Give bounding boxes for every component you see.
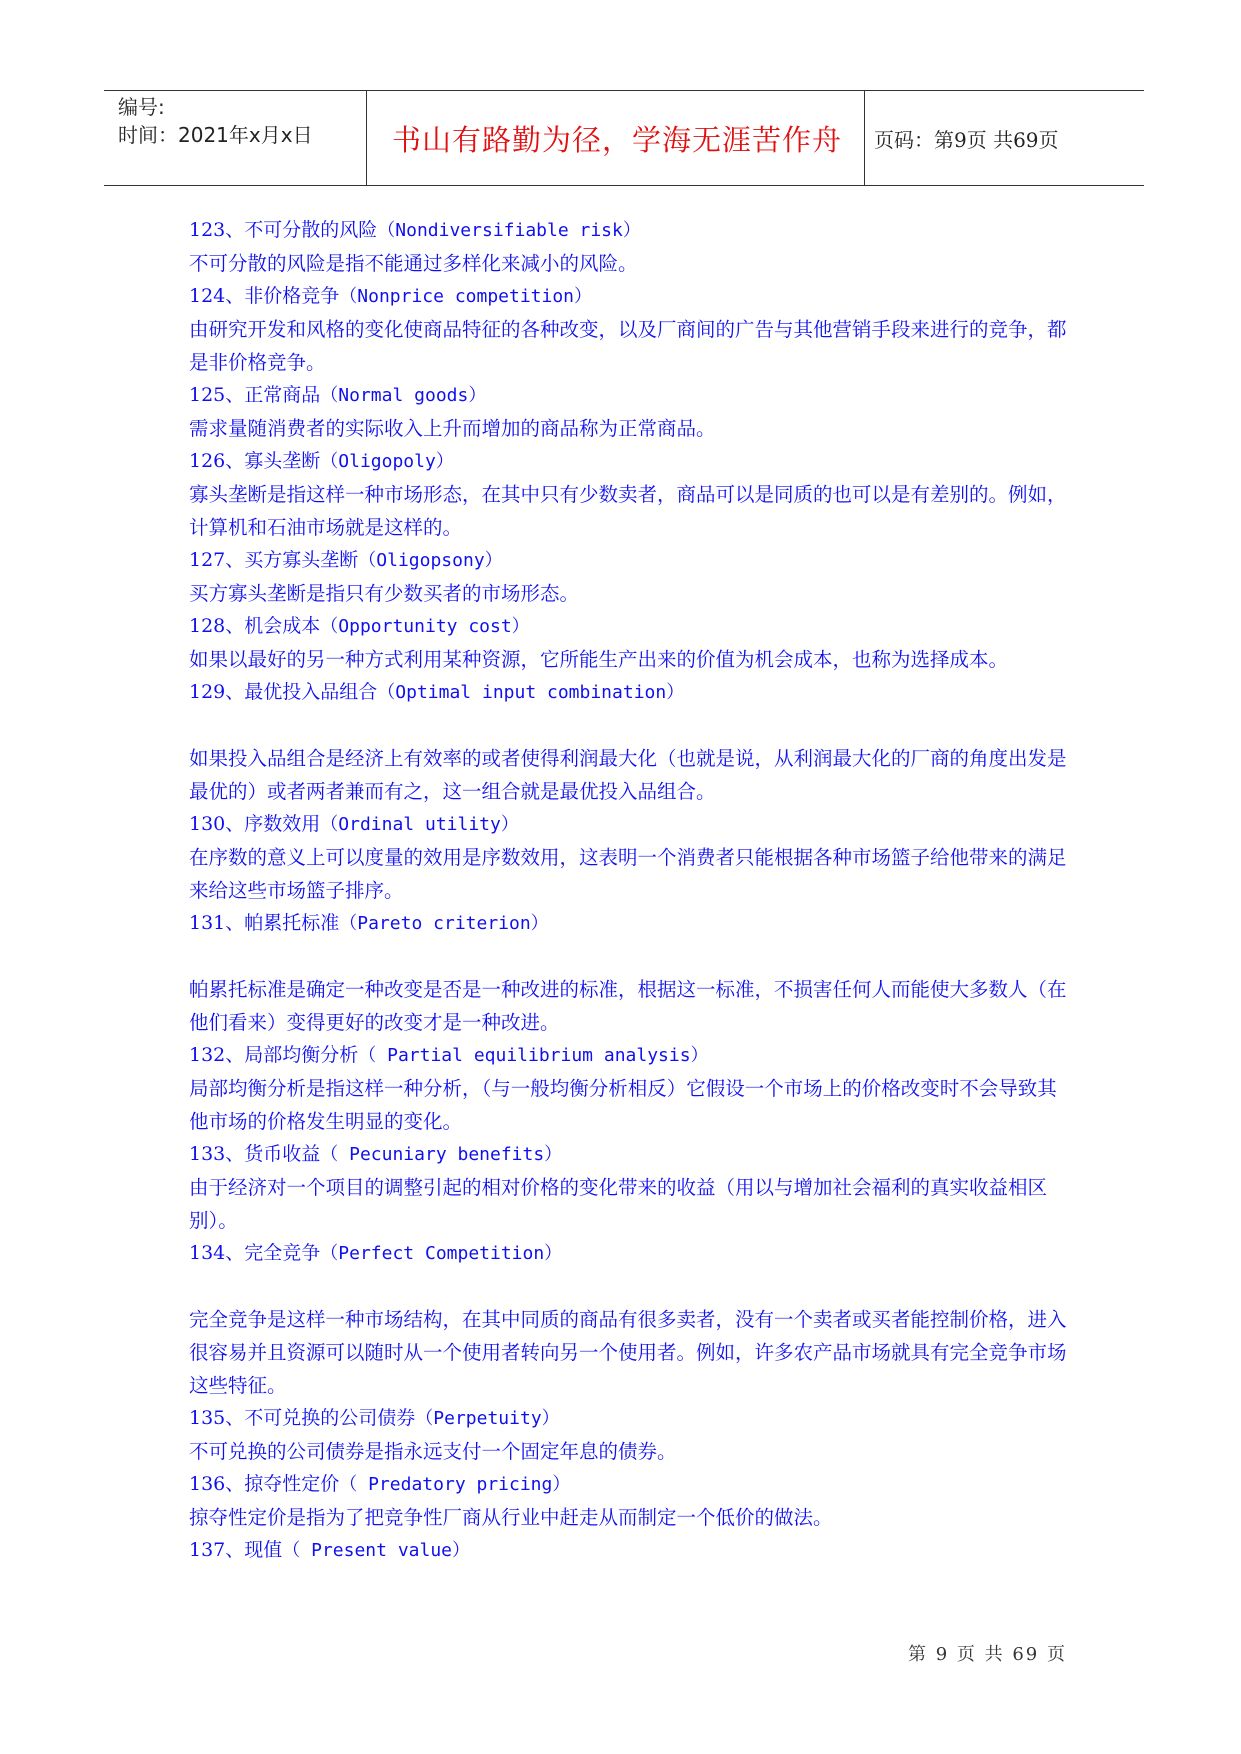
entry-term-zh: 非价格竞争 xyxy=(244,285,340,307)
blank-line xyxy=(189,709,1069,742)
entry-title xyxy=(189,280,1069,313)
entry-title xyxy=(189,676,1069,709)
entry-term-zh: 序数效用 xyxy=(244,813,321,835)
entry-term-en: （Ordinal utility） xyxy=(320,814,519,835)
entry-title xyxy=(189,1138,1069,1171)
entry-number: 136、 xyxy=(189,1473,245,1495)
entry-title xyxy=(189,445,1069,478)
entry-term-en: （Perfect Competition） xyxy=(320,1243,563,1264)
entry-number: 127、 xyxy=(189,549,245,571)
entry-term-en: （Nonprice competition） xyxy=(339,286,593,307)
entry-term-en: （Normal goods） xyxy=(320,385,487,406)
header-page-label: 页码：第9页 共69页 xyxy=(874,127,1059,152)
entry-number: 128、 xyxy=(189,615,245,637)
entry-number: 134、 xyxy=(189,1242,245,1264)
entry-term-zh: 现值 xyxy=(244,1539,283,1561)
entry-term-en: （Pareto criterion） xyxy=(339,913,549,934)
entry-term-en: （Nondiversifiable risk） xyxy=(377,220,641,241)
blank-line xyxy=(189,940,1069,973)
blank-line xyxy=(189,1270,1069,1303)
entry-title xyxy=(189,1534,1069,1567)
entry-number: 135、 xyxy=(189,1407,245,1429)
entry-title xyxy=(189,1402,1069,1435)
entry-term-en: （ Present value） xyxy=(282,1540,470,1561)
entry-number: 133、 xyxy=(189,1143,245,1165)
entry-definition: 如果投入品组合是经济上有效率的或者使得利润最大化（也就是说，从利润最大化的厂商的角度出发是最优的）或者两者兼而有之，这一组合就是最优投入品组合。 xyxy=(189,747,1067,803)
entry-definition: 由于经济对一个项目的调整引起的相对价格的变化带来的收益（用以与增加社会福利的真实收益相区别）。 xyxy=(189,1176,1048,1232)
entry-definition: 买方寡头垄断是指只有少数买者的市场形态。 xyxy=(189,582,580,605)
entry-number: 126、 xyxy=(189,450,245,472)
entry-definition: 不可分散的风险是指不能通过多样化来减小的风险。 xyxy=(189,252,638,275)
entry-term-zh: 不可分散的风险 xyxy=(244,219,378,241)
entry-definition: 不可兑换的公司债券是指永远支付一个固定年息的债券。 xyxy=(189,1440,677,1463)
entry-term-en: （Perpetuity） xyxy=(415,1408,560,1429)
entry-number: 137、 xyxy=(189,1539,245,1561)
entry-title xyxy=(189,1039,1069,1072)
entry-term-en: （Oligopoly） xyxy=(320,451,454,472)
entry-title xyxy=(189,1237,1069,1270)
page-footer: 第 9 页 共 69 页 xyxy=(908,1644,1067,1665)
entry-title xyxy=(189,907,1069,940)
entry-term-zh: 寡头垄断 xyxy=(244,450,321,472)
entry-term-zh: 掠夺性定价 xyxy=(244,1473,340,1495)
entry-term-zh: 买方寡头垄断 xyxy=(244,549,359,571)
entry-term-en: （ Pecuniary benefits） xyxy=(320,1144,563,1165)
entry-term-zh: 最优投入品组合 xyxy=(244,681,378,703)
header-motto: 书山有路勤为径，学海无涯苦作舟 xyxy=(391,122,842,157)
entry-term-zh: 货币收益 xyxy=(244,1143,321,1165)
entry-term-en: （ Predatory pricing） xyxy=(339,1474,571,1495)
entry-number: 125、 xyxy=(189,384,245,406)
entry-title xyxy=(189,214,1069,247)
header-divider-left xyxy=(366,91,367,185)
entry-title xyxy=(189,610,1069,643)
entry-term-zh: 帕累托标准 xyxy=(244,912,340,934)
entry-definition: 需求量随消费者的实际收入上升而增加的商品称为正常商品。 xyxy=(189,417,716,440)
entry-definition: 在序数的意义上可以度量的效用是序数效用，这表明一个消费者只能根据各种市场篮子给他带来的满足来给这些市场篮子排序。 xyxy=(189,846,1067,902)
serial-label: 编号: xyxy=(118,95,165,119)
entry-number: 130、 xyxy=(189,813,245,835)
entry-term-zh: 局部均衡分析 xyxy=(244,1044,359,1066)
entry-number: 124、 xyxy=(189,285,245,307)
entry-term-en: （Oligopsony） xyxy=(358,550,503,571)
document-body xyxy=(189,214,1069,1567)
entry-definition: 完全竞争是这样一种市场结构，在其中同质的商品有很多卖者，没有一个卖者或买者能控制价格，进入很容易并且资源可以随时从一个使用者转向另一个使用者。例如，许多农产品市场就具有完全竞争市场这些特征。 xyxy=(189,1308,1067,1397)
time-label: 时间：2021年x月x日 xyxy=(118,123,313,147)
entry-term-en: （Opportunity cost） xyxy=(320,616,530,637)
entry-term-en: （Optimal input combination） xyxy=(377,682,685,703)
entry-title xyxy=(189,379,1069,412)
entry-definition: 掠夺性定价是指为了把竞争性厂商从行业中赶走从而制定一个低价的做法。 xyxy=(189,1506,833,1529)
header-divider-right xyxy=(864,91,865,185)
entry-definition: 寡头垄断是指这样一种市场形态，在其中只有少数卖者，商品可以是同质的也可以是有差别的。例如，计算机和石油市场就是这样的。 xyxy=(189,483,1067,539)
entry-term-zh: 正常商品 xyxy=(244,384,321,406)
entry-title xyxy=(189,544,1069,577)
header-meta xyxy=(118,93,358,149)
entry-definition: 由研究开发和风格的变化使商品特征的各种改变，以及厂商间的广告与其他营销手段来进行的竞争，都是非价格竞争。 xyxy=(189,318,1067,374)
entry-number: 132、 xyxy=(189,1044,245,1066)
entry-term-zh: 完全竞争 xyxy=(244,1242,321,1264)
entry-title xyxy=(189,808,1069,841)
entry-number: 129、 xyxy=(189,681,245,703)
entry-term-zh: 机会成本 xyxy=(244,615,321,637)
entry-definition: 帕累托标准是确定一种改变是否是一种改进的标准，根据这一标准，不损害任何人而能使大多数人（在他们看来）变得更好的改变才是一种改进。 xyxy=(189,978,1067,1034)
entry-definition: 如果以最好的另一种方式利用某种资源，它所能生产出来的价值为机会成本，也称为选择成本。 xyxy=(189,648,1009,671)
entry-title xyxy=(189,1468,1069,1501)
entry-number: 123、 xyxy=(189,219,245,241)
entry-term-zh: 不可兑换的公司债券 xyxy=(244,1407,416,1429)
entry-definition: 局部均衡分析是指这样一种分析，（与一般均衡分析相反）它假设一个市场上的价格改变时不会导致其他市场的价格发生明显的变化。 xyxy=(189,1077,1057,1133)
page-header xyxy=(104,90,1144,186)
entry-number: 131、 xyxy=(189,912,245,934)
entry-term-en: （ Partial equilibrium analysis） xyxy=(358,1045,709,1066)
